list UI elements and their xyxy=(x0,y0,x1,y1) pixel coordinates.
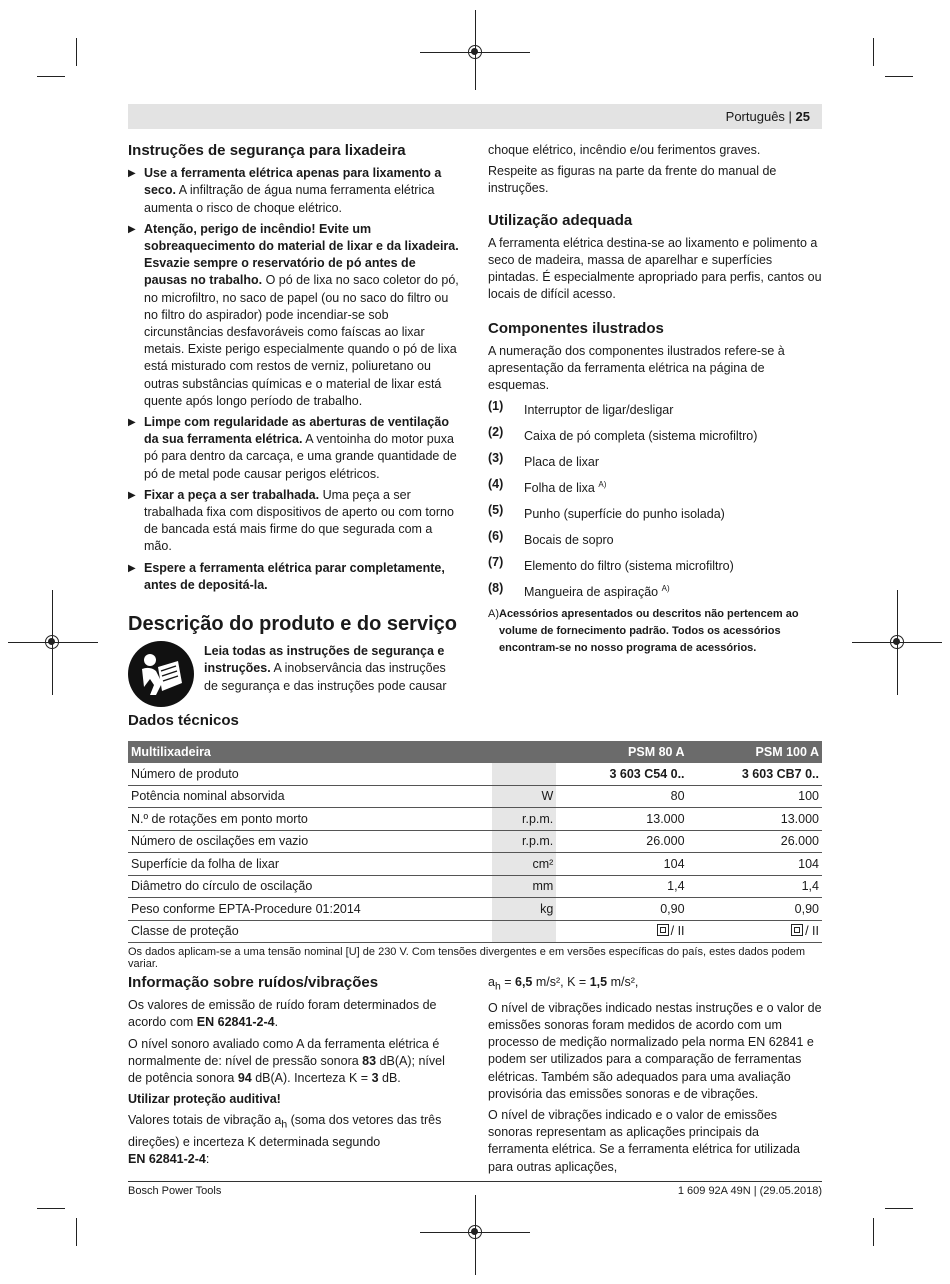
tech-value-1-text: 26.000 xyxy=(646,834,685,849)
vibration-values xyxy=(488,974,822,996)
crop-mark xyxy=(37,76,65,77)
crop-mark xyxy=(885,76,913,77)
component-sup: A) xyxy=(661,584,670,594)
component-label xyxy=(524,554,734,575)
noise-uncertainty: 3 xyxy=(371,1071,379,1086)
crop-mark xyxy=(885,1208,913,1209)
bullet-arrow-icon: ▶ xyxy=(128,562,136,574)
component-label xyxy=(524,502,725,523)
components-list xyxy=(488,398,822,601)
tech-header-row xyxy=(128,741,822,763)
bullet-arrow-icon: ▶ xyxy=(128,417,136,429)
tech-label: N.º de rotações em ponto morto xyxy=(128,808,492,831)
component-item xyxy=(488,554,822,575)
component-number: (6) xyxy=(488,529,504,544)
tech-header-col1: PSM 80 A xyxy=(562,741,687,763)
noise-p1 xyxy=(128,997,460,1031)
registration-mark-icon xyxy=(468,45,482,59)
component-label xyxy=(524,398,673,419)
vib-eq: = xyxy=(500,975,515,989)
tech-row xyxy=(128,763,822,785)
tech-note: Os dados aplicam-se a uma tensão nominal [U] de 230 V. Com tensões divergentes e em versões específicas do país, estes dados podem variar. xyxy=(128,946,806,970)
tech-value-2 xyxy=(694,898,822,921)
component-label xyxy=(524,450,599,471)
tech-label: Número de oscilações em vazio xyxy=(128,830,492,853)
crop-mark xyxy=(873,38,874,66)
tech-value-1 xyxy=(562,898,687,921)
tech-label: Diâmetro do círculo de oscilação xyxy=(128,875,492,898)
components-intro: A numeração dos componentes ilustrados refere-se à apresentação da ferramenta elétrica na página de esquemas. xyxy=(488,343,785,393)
tech-value-1 xyxy=(562,875,687,898)
component-number: (3) xyxy=(488,451,504,466)
tech-row xyxy=(128,785,822,808)
component-item xyxy=(488,580,822,601)
crop-mark xyxy=(37,1208,65,1209)
vib-a: a xyxy=(488,975,495,989)
noise-p3-b: (soma dos vetores das três direções) e incerteza K determinada segundo xyxy=(128,1113,442,1150)
tech-value-1 xyxy=(562,830,687,853)
tech-value-2-text: 104 xyxy=(798,856,819,871)
tech-table xyxy=(128,741,822,943)
hearing-text: Utilizar proteção auditiva! xyxy=(128,1092,281,1107)
tech-unit xyxy=(492,920,556,943)
noise-p3-standard: EN 62841-2-4 xyxy=(128,1152,206,1167)
right-column xyxy=(488,142,822,657)
tech-value-2 xyxy=(694,808,822,831)
noise-r3: O nível de vibrações indicado e o valor de emissões sonoras representam as aplicações principais da ferramenta elétrica. Se a ferramenta elétrica for utilizada para outras aplicações, xyxy=(488,1107,800,1174)
tech-value-1 xyxy=(562,763,687,785)
bullet-bold: Use a ferramenta elétrica apenas para lixamento a seco. xyxy=(144,166,442,198)
noise-p1-text: Os valores de emissão de ruído foram determinados de acordo com xyxy=(128,998,437,1030)
read-instructions-box xyxy=(128,641,460,707)
crop-mark xyxy=(76,38,77,66)
tech-value-1 xyxy=(562,920,687,943)
tech-value-2 xyxy=(694,920,822,943)
tech-value-2 xyxy=(694,830,822,853)
tech-header-name: Multilixadeira xyxy=(128,741,492,763)
bullet-bold: Limpe com regularidade as aberturas de ventilação da sua ferramenta elétrica. xyxy=(144,415,449,447)
tech-value-1-text: 13.000 xyxy=(646,811,685,826)
tech-unit: kg xyxy=(492,898,556,921)
bullet-arrow-icon: ▶ xyxy=(128,168,136,180)
component-item xyxy=(488,476,822,497)
vib-sub: h xyxy=(494,981,501,993)
tech-label: Classe de proteção xyxy=(128,920,492,943)
component-number: (2) xyxy=(488,425,504,440)
components-title: Componentes ilustrados xyxy=(488,319,664,337)
noise-title: Informação sobre ruídos/vibrações xyxy=(128,974,379,991)
crop-mark xyxy=(76,1218,77,1246)
component-label-text: Punho (superfície do punho isolada) xyxy=(524,507,725,522)
noise-right-column xyxy=(488,974,822,1180)
noise-p3-sub: h xyxy=(281,1119,288,1131)
component-item xyxy=(488,398,822,419)
footer-right: 1 609 92A 49N | (29.05.2018) xyxy=(677,1185,822,1197)
tech-row xyxy=(128,830,822,853)
component-label-text: Bocais de sopro xyxy=(524,533,614,548)
component-item xyxy=(488,502,822,523)
bullet-bold: Fixar a peça a ser trabalhada. xyxy=(144,487,320,502)
bullet-arrow-icon: ▶ xyxy=(128,223,136,235)
tech-value-2-text: 100 xyxy=(798,789,819,804)
tech-label: Superfície da folha de lixar xyxy=(128,853,492,876)
registration-mark-icon xyxy=(468,1225,482,1239)
noise-power: 94 xyxy=(237,1071,252,1086)
hearing-protection xyxy=(128,1091,460,1108)
component-sup: A) xyxy=(598,480,607,490)
component-item xyxy=(488,528,822,549)
read-instructions-text xyxy=(204,641,460,707)
footnote-text: Acessórios apresentados ou descritos não pertencem ao volume de fornecimento padrão. Todos os acessórios encontram-se no nosso programa de acessórios. xyxy=(499,608,799,655)
read-text: A inobservância das instruções de segurança e das instruções pode causar xyxy=(204,661,447,693)
component-number: (5) xyxy=(488,503,504,518)
read-manual-icon xyxy=(128,641,194,707)
tech-value-2-text: 1,4 xyxy=(801,879,819,894)
tech-label: Número de produto xyxy=(128,763,492,785)
noise-p1-end: . xyxy=(274,1015,279,1030)
tech-row xyxy=(128,853,822,876)
tech-value-2-text: 26.000 xyxy=(780,834,819,849)
tech-unit: r.p.m. xyxy=(492,808,556,831)
component-label-text: Interruptor de ligar/desligar xyxy=(524,403,674,418)
read-bold: Leia todas as instruções de segurança e instruções. xyxy=(204,644,445,676)
bullet-text: A ventoinha do motor puxa pó para dentro da carcaça, e uma grande quantidade de pó de metal pode causar perigos elétricos. xyxy=(144,432,457,481)
tech-value-1-text: 1,4 xyxy=(667,879,685,894)
bullet-arrow-icon: ▶ xyxy=(128,489,136,501)
noise-p2-c: dB(A); nível de potência sonora xyxy=(128,1053,445,1086)
tech-unit: r.p.m. xyxy=(492,830,556,853)
safety-bullet xyxy=(128,414,460,483)
product-title: Descrição do produto e do serviço xyxy=(128,613,457,636)
tech-unit xyxy=(492,763,556,785)
tech-value-2-text: 3 603 CB7 0.. xyxy=(741,766,819,781)
page-number: 25 xyxy=(795,109,810,124)
component-number: (8) xyxy=(488,581,504,596)
component-number: (1) xyxy=(488,399,504,414)
tech-row xyxy=(128,875,822,898)
tech-value-2-text: 0,90 xyxy=(794,901,819,916)
tech-row xyxy=(128,898,822,921)
component-number: (4) xyxy=(488,477,504,492)
tech-value-1-text: 3 603 C54 0.. xyxy=(609,766,685,781)
use-text: A ferramenta elétrica destina-se ao lixamento e polimento a seco de madeira, massa de aparelhar e superfícies pintadas. É especialmente apropriado para perfis, cantos ou locais de difícil acesso. xyxy=(488,235,822,302)
tech-label: Peso conforme EPTA-Procedure 01:2014 xyxy=(128,898,492,921)
tech-value-2 xyxy=(694,785,822,808)
footer-left: Bosch Power Tools xyxy=(128,1185,222,1197)
noise-p2 xyxy=(128,1036,460,1088)
component-label-text: Caixa de pó completa (sistema microfiltro) xyxy=(524,429,758,444)
noise-p3-a: Valores totais de vibração a xyxy=(128,1113,282,1128)
tech-unit: cm² xyxy=(492,853,556,876)
header-language: Português xyxy=(725,109,785,124)
footer-divider xyxy=(128,1181,822,1182)
safety-title: Instruções de segurança para lixadeira xyxy=(128,142,406,159)
vib-unit: m/s², xyxy=(607,975,639,989)
safety-bullet xyxy=(128,560,460,594)
noise-r2: O nível de vibrações indicado nestas instruções e o valor de emissões sonoras foram medidos de acordo com um processo de medição normalizado pela norma EN 62841 e podem ser utilizados para a comparação de ferramentas elétricas. Também são adequados para uma avaliação provisória das emissões sonoras e de vibrações. xyxy=(488,1000,822,1101)
noise-p2-a: O nível sonoro avaliado como A da ferramenta elétrica é normalmente de: nível de pressão sonora xyxy=(128,1036,440,1068)
tech-value-1 xyxy=(562,808,687,831)
tech-row xyxy=(128,808,822,831)
noise-p2-e: dB(A). Incerteza K = xyxy=(251,1071,372,1086)
tech-row xyxy=(128,920,822,943)
tech-value-2-text: 13.000 xyxy=(780,811,819,826)
tech-value-1-text: / II xyxy=(670,924,685,939)
bullet-text: O pó de lixa no saco coletor do pó, no microfiltro, no saco de papel (ou no saco do filtro ou no filtro do aspirador) pode incendiar-se sob circunstâncias desfavoráveis como faíscas ao lixar metais. Existe perigo especialmente quando o pó de lixa está misturado com restos de verniz, poliuretano ou outras substâncias químicas e o material de lixar está quente após longo período de trabalho. xyxy=(144,273,459,408)
component-label xyxy=(524,424,757,445)
tech-value-1-text: 0,90 xyxy=(660,901,685,916)
tech-body xyxy=(128,763,822,943)
tech-label: Potência nominal absorvida xyxy=(128,785,492,808)
tech-unit: mm xyxy=(492,875,556,898)
safety-bullet xyxy=(128,487,460,556)
registration-mark-icon xyxy=(45,635,59,649)
component-label-text: Folha de lixa xyxy=(524,481,595,496)
safety-bullet xyxy=(128,165,460,217)
component-item xyxy=(488,450,822,471)
footnote-mark: A) xyxy=(488,608,499,621)
tech-title: Dados técnicos xyxy=(128,712,239,729)
component-label-text: Elemento do filtro (sistema microfiltro) xyxy=(524,559,734,574)
noise-p3 xyxy=(128,1112,460,1168)
tech-value-1-text: 104 xyxy=(663,856,685,871)
tech-value-2 xyxy=(694,853,822,876)
continuation-text: choque elétrico, incêndio e/ou ferimentos graves. xyxy=(488,143,761,157)
use-title: Utilização adequada xyxy=(488,211,633,229)
crop-mark xyxy=(873,1218,874,1246)
left-column xyxy=(128,142,460,707)
noise-p2-g: dB. xyxy=(378,1071,401,1086)
tech-value-1 xyxy=(562,785,687,808)
header-text: Português | 25 xyxy=(725,109,810,124)
noise-pressure: 83 xyxy=(362,1053,377,1068)
tech-unit: W xyxy=(492,785,556,808)
bullet-bold: Espere a ferramenta elétrica parar completamente, antes de depositá-la. xyxy=(144,560,445,592)
safety-bullet xyxy=(128,221,460,410)
noise-p1-standard: EN 62841-2-4 xyxy=(196,1015,275,1030)
component-number: (7) xyxy=(488,555,504,570)
component-label-text: Placa de lixar xyxy=(524,455,600,470)
bullet-bold: Atenção, perigo de incêndio! Evite um sobreaquecimento do material de lixar e da lixadeira. Esvazie sempre o reservatório de pó antes de pausas no trabalho. xyxy=(144,221,459,288)
component-label xyxy=(524,476,606,497)
tech-value-1 xyxy=(562,853,687,876)
tech-value-2 xyxy=(694,875,822,898)
bullet-text: A infiltração de água numa ferramenta elétrica aumenta o risco de choque elétrico. xyxy=(144,183,435,215)
footnote xyxy=(488,606,822,657)
protection-class-icon xyxy=(657,924,669,936)
component-label xyxy=(524,580,670,601)
vib-k: m/s², K = xyxy=(532,975,590,989)
tech-header-unit xyxy=(492,741,556,763)
registration-mark-icon xyxy=(890,635,904,649)
page-header xyxy=(128,104,822,129)
noise-left-column xyxy=(128,974,460,1173)
vib-value: 6,5 xyxy=(515,975,533,989)
noise-p3-end: : xyxy=(205,1152,210,1167)
component-label-text: Mangueira de aspiração xyxy=(524,585,659,600)
component-label xyxy=(524,528,614,549)
tech-value-2 xyxy=(694,763,822,785)
vib-k-value: 1,5 xyxy=(589,975,608,989)
tech-header-col2: PSM 100 A xyxy=(694,741,822,763)
bullet-text: Uma peça a ser trabalhada fixa com dispositivos de aperto ou com torno de bancada está mais firme do que segurada com a mão. xyxy=(144,487,454,554)
tech-value-1-text: 80 xyxy=(670,789,685,804)
protection-class-icon xyxy=(791,924,803,936)
figures-note: Respeite as figuras na parte da frente do manual de instruções. xyxy=(488,164,777,196)
safety-bullets xyxy=(128,165,460,594)
component-item xyxy=(488,424,822,445)
tech-value-2-text: / II xyxy=(805,924,819,939)
